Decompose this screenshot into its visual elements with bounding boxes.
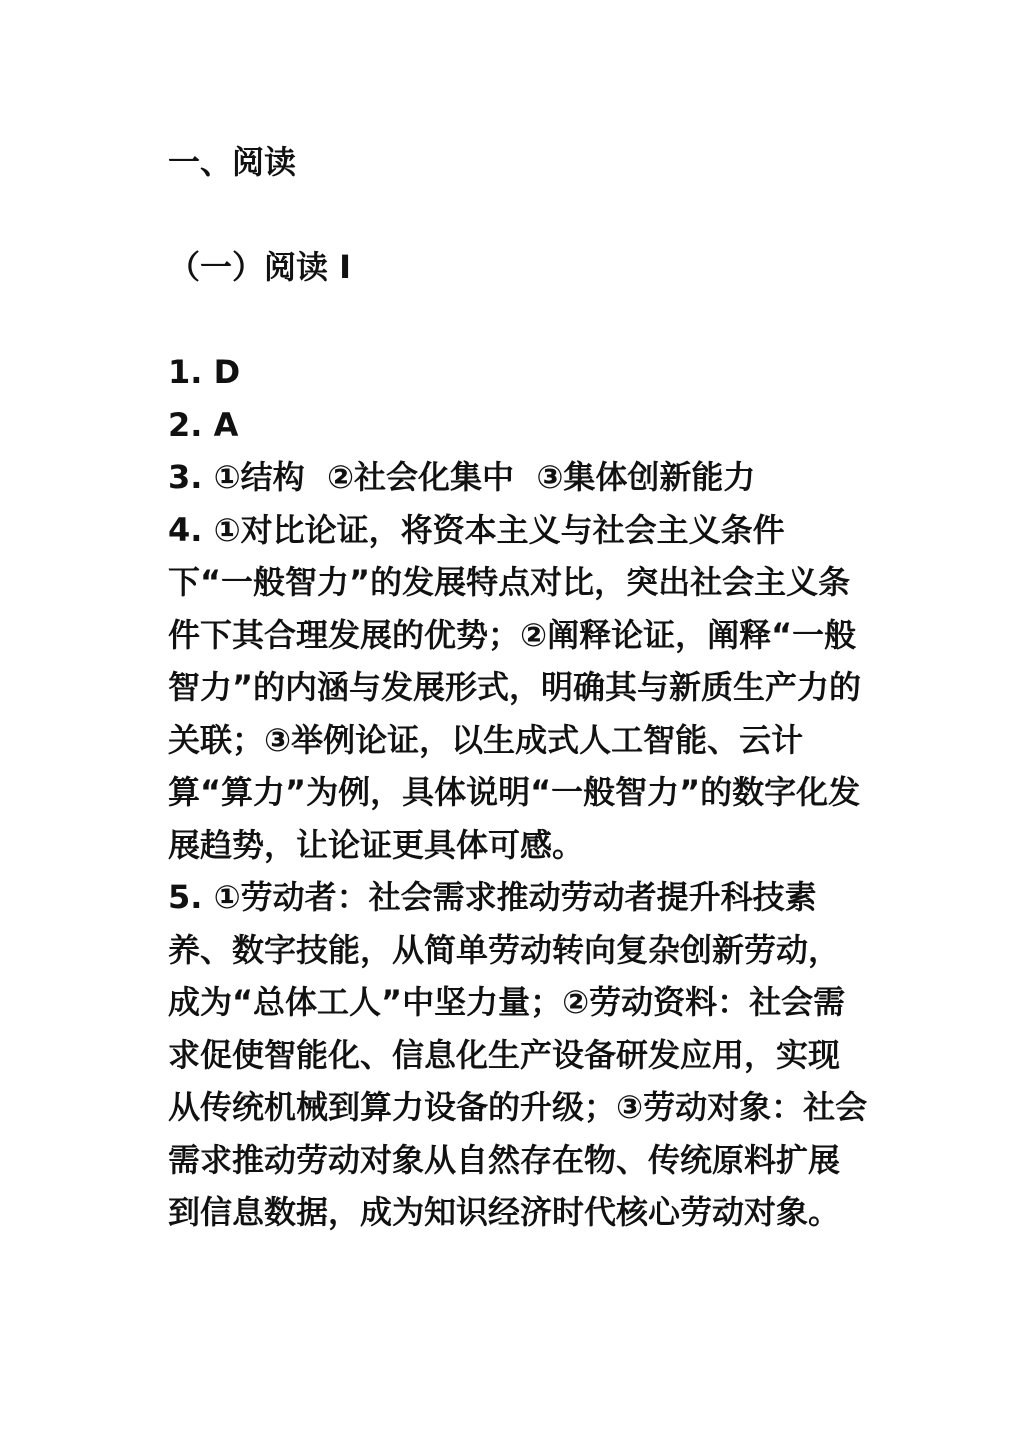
answer-list (168, 346, 868, 1239)
answer-number: 2. (168, 405, 214, 444)
subsection-title: （一）阅读 I (168, 248, 352, 286)
answer-text: A (213, 405, 239, 444)
answer-text: ①劳动者：社会需求推动劳动者提升科技素养、数字技能，从简单劳动转向复杂创新劳动，成为“总体工人”中坚力量；②劳动资料：社会需求促使智能化、信息化生产设备研发应用，实现从传统机械到算力设备的升级；③劳动对象：社会需求推动劳动对象从自然存在物、传统原料扩展到信息数据，成为知识经济时代核心劳动对象。 (168, 878, 868, 1231)
answer-text: ①对比论证，将资本主义与社会主义条件下“一般智力”的发展特点对比，突出社会主义条件下其合理发展的优势；②阐释论证，阐释“一般智力”的内涵与发展形式，明确其与新质生产力的关联；③举例论证，以生成式人工智能、云计算“算力”为例，具体说明“一般智力”的数字化发展趋势，让论证更具体可感。 (168, 510, 862, 864)
answer-number: 3. (168, 458, 214, 496)
answer-number: 4. (168, 510, 214, 549)
answer-item-1 (168, 346, 868, 399)
answer-text: ①结构 ②社会化集中 ③集体创新能力 (213, 458, 756, 496)
answer-item-4 (168, 504, 868, 872)
answer-text: D (213, 353, 241, 391)
answer-item-3 (168, 451, 868, 504)
answer-number: 1. (168, 353, 214, 391)
answer-number: 5. (168, 878, 214, 916)
section-title: 一、阅读 (168, 143, 297, 181)
answer-item-2 (168, 399, 868, 452)
answer-item-5 (168, 871, 868, 1239)
